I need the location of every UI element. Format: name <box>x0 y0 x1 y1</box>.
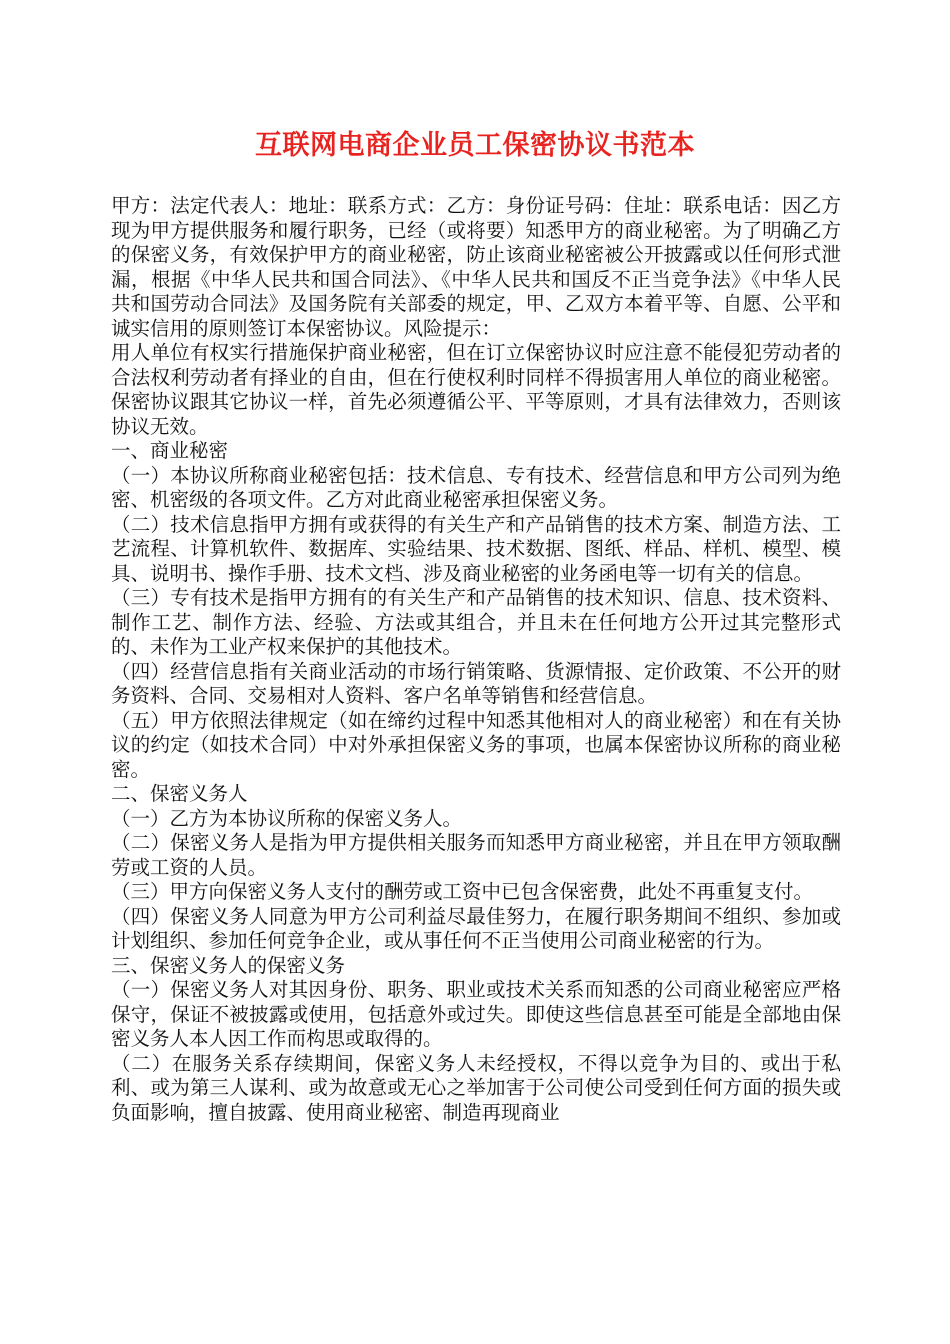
section-heading-obligor: 二、保密义务人 <box>111 782 248 805</box>
paragraph-clause: （一）保密义务人对其因身份、职务、职业或技术关系而知悉的公司商业秘密应严格保守，保证不被披露或使用，包括意外或过失。即使这些信息甚至可能是全部地由保密义务人本人因工作而构思或取得的。 <box>111 978 841 1050</box>
section-heading-obligations: 三、保密义务人的保密义务 <box>111 953 346 977</box>
paragraph-clause: （三）甲方向保密义务人支付的酬劳或工资中已包含保密费，此处不再重复支付。 <box>111 880 814 903</box>
paragraph-clause: （四）保密义务人同意为甲方公司利益尽最佳努力，在履行职务期间不组织、参加或计划组织、参加任何竞争企业，或从事任何不正当使用公司商业秘密的行为。 <box>111 904 841 952</box>
paragraph-clause: （三）专有技术是指甲方拥有的有关生产和产品销售的技术知识、信息、技术资料、制作工艺、制作方法、经验、方法或其组合，并且未在任何地方公开过其完整形式的、未作为工业产权来保护的其他技术。 <box>111 586 841 658</box>
paragraph-clause: （一）乙方为本协议所称的保密义务人。 <box>111 806 463 830</box>
section-heading-trade-secrets: 一、商业秘密 <box>111 439 229 462</box>
paragraph-clause: （二）保密义务人是指为甲方提供相关服务而知悉甲方商业秘密，并且在甲方领取酬劳或工资的人员。 <box>111 831 841 879</box>
paragraph-preamble: 甲方：法定代表人：地址：联系方式：乙方：身份证号码：住址：联系电话：因乙方现为甲方提供服务和履行职务，已经（或将要）知悉甲方的商业秘密。为了明确乙方的保密义务，有效保护甲方的商业秘密，防止该商业秘密被公开披露或以任何形式泄漏，根据《中华人民共和国合同法》、《中华人民共和国反不正当竞争法》《中华人民共和国劳动合同法》及国务院有关部委的规定，甲、乙双方本着平等、自愿、公平和诚实信用的原则签订本保密协议。风险提示： <box>111 194 841 340</box>
paragraph-clause: （一）本协议所称商业秘密包括：技术信息、专有技术、经营信息和甲方公司列为绝密、机密级的各项文件。乙方对此商业秘密承担保密义务。 <box>111 463 841 511</box>
document-body <box>111 194 841 1125</box>
paragraph-clause: （五）甲方依照法律规定（如在缔约过程中知悉其他相对人的商业秘密）和在有关协议的约定（如技术合同）中对外承担保密义务的事项，也属本保密协议所称的商业秘密。 <box>111 708 841 781</box>
paragraph-clause: （四）经营信息指有关商业活动的市场行销策略、货源情报、定价政策、不公开的财务资料、合同、交易相对人资料、客户名单等销售和经营信息。 <box>111 659 841 707</box>
document-title: 互联网电商企业员工保密协议书范本 <box>255 130 695 161</box>
paragraph-clause: （二）在服务关系存续期间，保密义务人未经授权，不得以竞争为目的、或出于私利、或为第三人谋利、或为故意或无心之举加害于公司使公司受到任何方面的损失或负面影响，擅自披露、使用商业秘密、制造再现商业 <box>111 1051 841 1124</box>
paragraph-risk-notice: 用人单位有权实行措施保护商业秘密，但在订立保密协议时应注意不能侵犯劳动者的合法权利劳动者有择业的自由，但在行使权利时同样不得损害用人单位的商业秘密。保密协议跟其它协议一样，首先必须遵循公平、平等原则，才具有法律效力，否则该协议无效。 <box>111 341 841 438</box>
paragraph-clause: （二）技术信息指甲方拥有或获得的有关生产和产品销售的技术方案、制造方法、工艺流程、计算机软件、数据库、实验结果、技术数据、图纸、样品、样机、模型、模具、说明书、操作手册、技术文档、涉及商业秘密的业务函电等一切有关的信息。 <box>111 512 841 585</box>
